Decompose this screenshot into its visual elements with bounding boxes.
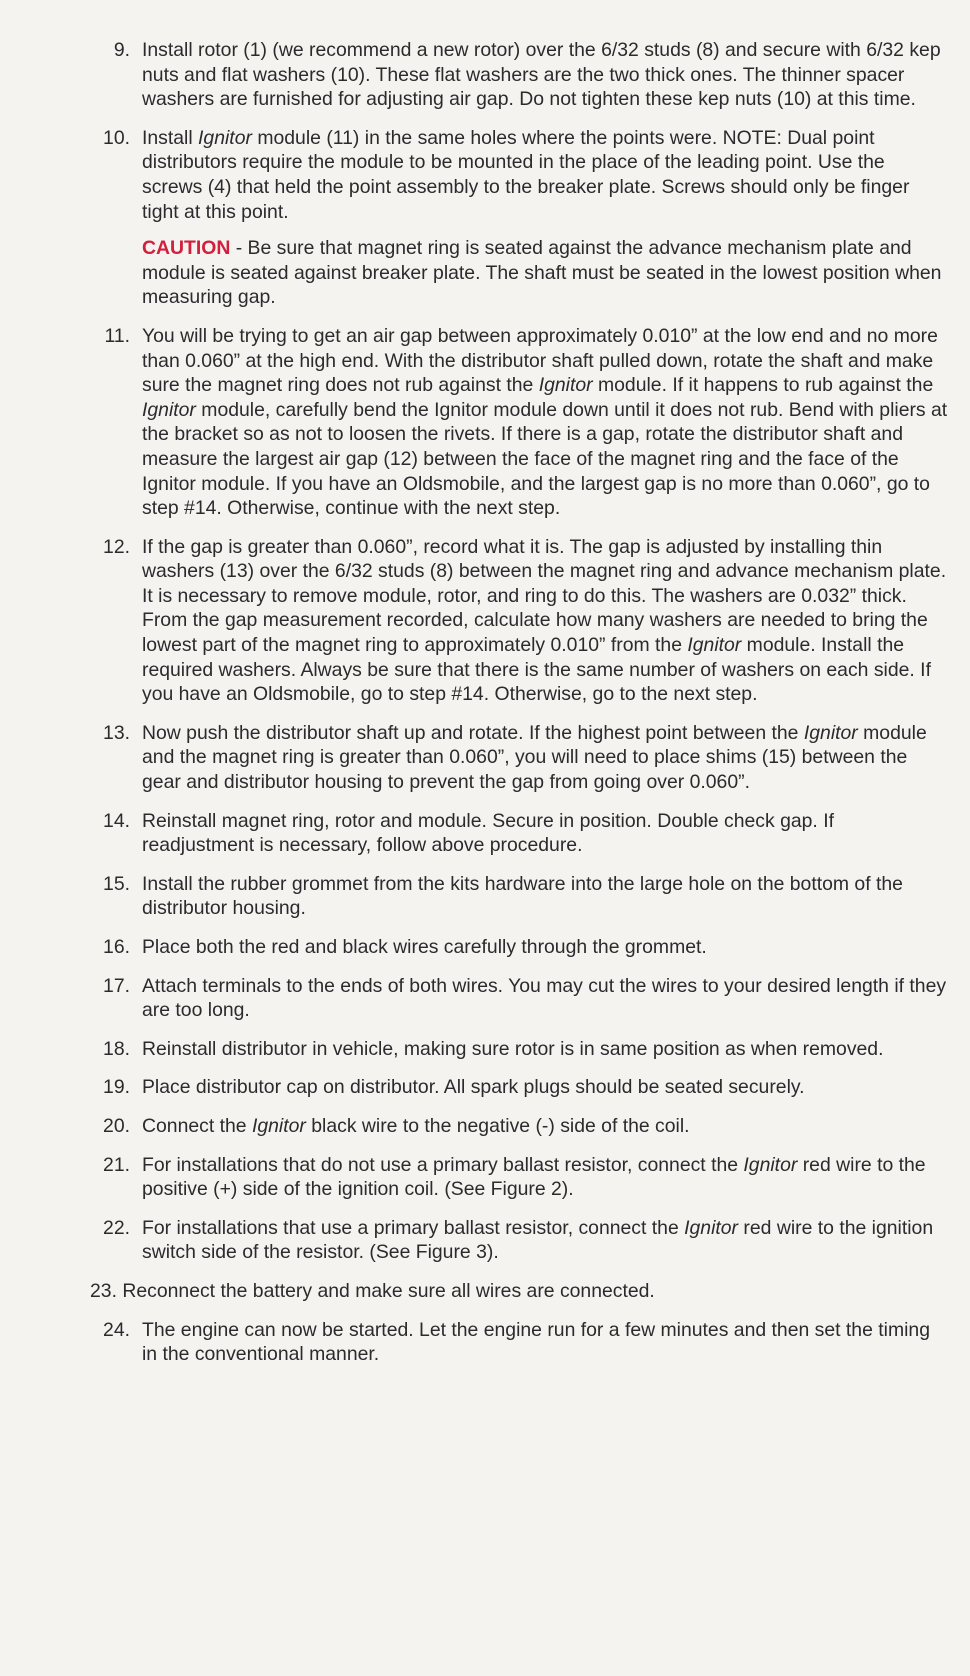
step-text — [142, 1217, 933, 1264]
step-text-segment: module. Install the required washers. Always be sure that there is the same number of washers on each side. If you have an Oldsmobile, go to step #14. Otherwise, go to the next step. — [142, 634, 931, 706]
step-text — [142, 1319, 930, 1366]
step-text-segment: Connect the — [142, 1114, 252, 1137]
step-text — [142, 810, 834, 857]
step-item — [90, 1037, 950, 1062]
caution-note — [142, 236, 950, 310]
step-text — [142, 1038, 883, 1060]
brand-name-ignitor: Ignitor — [251, 1114, 306, 1137]
step-text-segment: The engine can now be started. Let the engine run for a few minutes and then set the timing in the conventional manner. — [142, 1318, 930, 1366]
step-text-segment: If the gap is greater than 0.060”, record what it is. The gap is adjusted by installing thin washers (13) over the 6/32 studs (8) between the magnet ring and advance mechanism plate. It is necessary to remove module, rotor, and ring to do this. The washers are 0.032” thick. From the gap measurement recorded, calculate how many washers are needed to bring the lowest part of the magnet ring to approximately 0.010” from the — [142, 535, 947, 657]
step-text-segment: Place both the red and black wires carefully through the grommet. — [142, 936, 707, 958]
step-number: 14. — [103, 809, 130, 832]
step-number: 20. — [103, 1114, 130, 1137]
step-item — [90, 1216, 950, 1265]
step-item — [90, 1075, 950, 1100]
step-number: 21. — [103, 1153, 130, 1176]
brand-name-ignitor: Ignitor — [803, 721, 858, 744]
step-number: 22. — [103, 1216, 130, 1239]
step-text-segment: Install rotor (1) (we recommend a new rotor) over the 6/32 studs (8) and secure with 6/32 kep nuts and flat washers (10). These flat washers are the two thick ones. The thinner spacer washers are furnished for adjusting air gap. Do not tighten these kep nuts (10) at this time. — [142, 39, 941, 111]
step-number: 17. — [103, 974, 130, 997]
brand-name-ignitor: Ignitor — [743, 1153, 798, 1176]
brand-name-ignitor: Ignitor — [198, 126, 252, 149]
step-item — [90, 1114, 950, 1139]
step-item — [90, 935, 950, 960]
step-text-segment: Reinstall magnet ring, rotor and module. Secure in position. Double check gap. If readjustment is necessary, follow above procedure. — [142, 809, 834, 857]
step-number: 11. — [104, 324, 130, 347]
step-text — [142, 536, 946, 706]
step-text — [142, 1154, 926, 1201]
step-text — [142, 722, 927, 793]
caution-label: CAUTION — [142, 237, 231, 260]
step-text-segment: Install — [142, 126, 199, 149]
instruction-steps-list — [90, 38, 950, 1367]
step-item — [90, 809, 950, 858]
step-text-segment: Place distributor cap on distributor. All spark plugs should be seated securely. — [142, 1076, 805, 1099]
step-text-segment: Reconnect the battery and make sure all wires are connected. — [122, 1279, 655, 1302]
step-text — [142, 1115, 690, 1137]
step-text — [142, 325, 947, 519]
step-item — [90, 721, 950, 795]
step-number: 15. — [103, 872, 130, 895]
step-item — [90, 1318, 950, 1367]
step-text-segment: black wire to the negative (-) side of the coil. — [305, 1114, 690, 1137]
step-text-segment: red wire to the ignition switch side of the resistor. (See Figure 3). — [142, 1216, 934, 1264]
step-number: 13. — [103, 721, 130, 744]
brand-name-ignitor: Ignitor — [538, 374, 593, 397]
step-text-segment: module (11) in the same holes where the points were. NOTE: Dual point distributors require the module to be mounted in the place of the leading point. Use the screws (4) that held the point assembly to the breaker plate. Screws should only be finger tight at this point. — [142, 126, 910, 223]
step-text-segment: Attach terminals to the ends of both wires. You may cut the wires to your desired length if they are too long. — [142, 974, 947, 1022]
step-text — [142, 975, 946, 1022]
step-text-segment: module. If it happens to rub against the — [592, 374, 934, 397]
step-item — [90, 535, 950, 707]
step-item — [90, 974, 950, 1023]
step-text — [122, 1280, 654, 1302]
step-item — [90, 38, 950, 112]
step-text — [142, 39, 941, 110]
step-text-segment: module, carefully bend the Ignitor module down until it does not rub. Bend with pliers at the bracket so as not to loosen the rivets. If there is a gap, rotate the distributor shaft and measure the largest air gap (12) between the face of the magnet ring and the face of the Ignitor module. If you have an Oldsmobile, and the largest gap is no more than 0.060”, go to step #14. Otherwise, continue with the next step. — [142, 398, 948, 520]
step-text — [142, 1076, 805, 1098]
brand-name-ignitor: Ignitor — [687, 634, 742, 657]
caution-text: - Be sure that magnet ring is seated against the advance mechanism plate and module is seated against breaker plate. The shaft must be seated in the lowest position when measuring gap. — [142, 237, 942, 309]
step-text — [142, 127, 909, 223]
step-number: 24. — [103, 1318, 130, 1341]
step-text-segment: For installations that do not use a primary ballast resistor, connect the — [142, 1153, 744, 1176]
step-item — [90, 126, 950, 310]
step-text-segment: Reinstall distributor in vehicle, making sure rotor is in same position as when removed. — [142, 1037, 884, 1060]
step-item — [90, 1279, 950, 1304]
brand-name-ignitor: Ignitor — [684, 1216, 739, 1239]
step-text-segment: You will be trying to get an air gap between approximately 0.010” at the low end and no more than 0.060” at the high end. With the distributor shaft pulled down, rotate the shaft and make sure the magnet ring does not rub against the — [142, 324, 938, 397]
step-text — [142, 936, 707, 958]
step-item — [90, 872, 950, 921]
step-number: 12. — [103, 535, 130, 558]
step-text-segment: Now push the distributor shaft up and rotate. If the highest point between the — [142, 721, 804, 744]
step-number: 18. — [103, 1037, 130, 1060]
step-text-segment: module and the magnet ring is greater than 0.060”, you will need to place shims (15) between the gear and distributor housing to prevent the gap from going over 0.060”. — [142, 721, 927, 794]
step-text-segment: Install the rubber grommet from the kits hardware into the large hole on the bottom of the distributor housing. — [142, 872, 903, 920]
step-item — [90, 1153, 950, 1202]
step-text-segment: red wire to the positive (+) side of the ignition coil. (See Figure 2). — [142, 1153, 926, 1201]
step-number: 19. — [103, 1076, 130, 1099]
step-number: 23. — [90, 1279, 117, 1302]
step-text-segment: For installations that use a primary ballast resistor, connect the — [142, 1216, 685, 1239]
step-item — [90, 324, 950, 521]
brand-name-ignitor: Ignitor — [142, 398, 196, 421]
step-number: 10. — [103, 126, 130, 149]
step-text — [142, 873, 903, 920]
step-number: 16. — [103, 936, 130, 958]
step-number: 9. — [113, 39, 130, 61]
